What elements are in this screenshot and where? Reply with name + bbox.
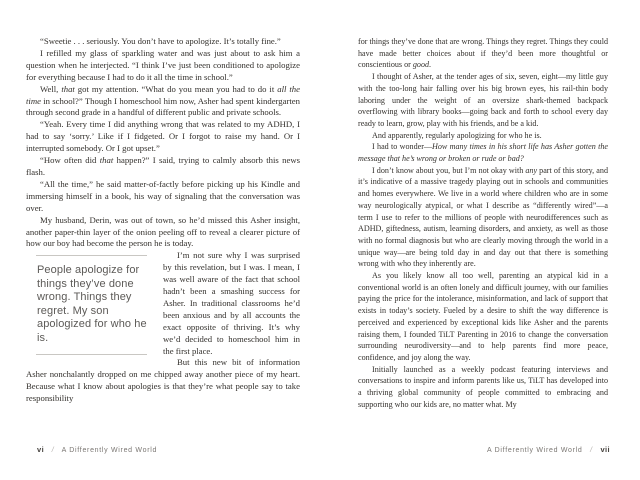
text-run: I thought of Asher, at the tender ages of six, seven, eight—my little guy with the too-long hair falling over his big brown eyes, his rail-thin body laboring under the weight of an oversize shark-themed backpack overflowing with library books—going back and forth to school every day ready to learn, grow, play with his friends, and be a kid.: [358, 72, 608, 128]
page-right-text: [358, 36, 608, 411]
text-run: “Sweetie . . . seriously. You don’t have to apologize. It’s totally fine.”: [40, 36, 281, 46]
paragraph: [358, 270, 608, 364]
text-run: And apparently, regularly apologizing for who he is.: [372, 130, 542, 140]
paragraph: [26, 357, 300, 405]
page-left-footer: [37, 445, 157, 454]
paragraph: [26, 84, 300, 120]
text-run: I had to wonder—: [372, 142, 433, 152]
italic-text: How many times in his short life has Asher gotten the message that he’s wrong or broken or rude or bad?: [358, 142, 608, 164]
paragraph: [358, 364, 608, 411]
italic-text: all the time: [26, 83, 300, 106]
paragraph: [26, 36, 300, 48]
text-run: “How often did: [40, 155, 100, 166]
text-run: Initially launched as a weekly podcast featuring interviews and conversations to inspire and inform parents like us, TiLT has developed into a thriving global community of people committed to embracing and supporting who our kids are, no matter what. My: [358, 364, 608, 409]
italic-text: that: [61, 83, 75, 94]
text-run: My husband, Derin, was out of town, so he’d missed this Asher insight, another paper-thin layer of the onion peeling off to reveal a clearer picture of how our boy had become the person he is today.: [26, 214, 300, 249]
page-right-footer: [487, 445, 610, 454]
text-run: Well,: [40, 83, 62, 94]
paragraph: [26, 155, 300, 179]
page-left-text: [26, 36, 300, 405]
text-run: got my attention. “What do you mean you had to do it: [74, 83, 278, 94]
text-run: But this new bit of information Asher nonchalantly dropped on me chipped away another piece of my heart. Because what I know about apologies is that they’re what people say to take responsibility: [26, 357, 300, 404]
paragraph: [358, 165, 608, 270]
running-head-right: A Differently Wired World: [487, 447, 583, 454]
text-run: in school?” Though I homeschool him now, Asher had spent kindergarten through second grade in a handful of different public and private schools.: [26, 95, 300, 118]
page-right: [358, 36, 608, 411]
paragraph: [26, 48, 300, 84]
footer-separator-left: /: [51, 447, 55, 454]
text-run: “All the time,” he said matter-of-factly before picking up his Kindle and immersing himself in a book, his way of signaling that the conversation was over.: [26, 178, 300, 213]
page-number-right: vii: [600, 445, 610, 454]
text-run: part of this story, and it’s indicative of a massive tragedy playing out in schools and communities and homes everywhere. We live in a world where children who are in some way neurologically atypical, or what I describe as “differently wired”—a term I use to refer to the millions of people with neurodifferences such as ADHD, giftedness, autism, learning disorders, and anxiety, as well as those with no formal diagnosis but who are clearly moving through the world in a unique way—are being told day in and day out that there is something wrong with who they inherently are.: [358, 165, 608, 269]
paragraph: [358, 130, 608, 142]
text-run: I don’t know about you, but I’m not okay with: [372, 165, 526, 175]
text-run: I’m not sure why I was surprised by this revelation, but I was. I mean, I was well aware of the fact that school hadn’t been a smashing success for Asher. In traditional classrooms he’d been anxious and by all accounts the exact opposite of thriving. It’s why we’d decided to homeschool him in the first place.: [163, 250, 300, 356]
italic-text: that: [99, 155, 114, 166]
pull-quote: [36, 255, 147, 355]
text-run: As you likely know all too well, parenting an atypical kid in a conventional world is an often lonely and difficult journey, with our families paying the price for the intolerance, misinformation, and lack of support that exists in today’s society. Fueled by a desire to shift the way difference is perceived and experienced by exceptional kids like Asher and the parents raising them, I founded TiLT Parenting in 2016 to change the conversation surrounding neurodiversity—and to help parents find more peace, confidence, and joy along the way.: [358, 271, 608, 362]
paragraph: [358, 71, 608, 130]
text-run: for things they’ve done that are wrong. Things they regret. Things they could have made better choices about if they’d been more thoughtful or conscientious or: [358, 37, 608, 70]
paragraph: [26, 179, 300, 215]
page-left: [26, 36, 300, 405]
text-run: I refilled my glass of sparkling water and was just about to ask him a question when he interjected. “I think I’ve just been conditioned to apologize for everything because I had to do it all the time in school.”: [26, 47, 300, 82]
paragraph: [26, 215, 300, 251]
text-run: happen?” I said, trying to calmly absorb this news flash.: [26, 155, 300, 177]
italic-text: good: [412, 60, 430, 70]
text-run: .: [429, 60, 432, 70]
footer-separator-right: /: [590, 447, 593, 454]
pull-quote-text: People apologize for things they’ve done wrong. Things they regret. My son apologized for who he is.: [37, 264, 147, 344]
paragraph: [26, 119, 300, 155]
italic-text: any: [525, 165, 538, 175]
paragraph: [358, 36, 608, 71]
running-head-left: A Differently Wired World: [61, 447, 158, 454]
text-run: “Yeah. Every time I did anything wrong that was related to my ADHD, I had to say ‘sorry.’ Like if I fidgeted. Or I forgot to raise my hand. Or I interrupted somebody. Or I got upset.”: [26, 119, 300, 154]
page-number-left: vi: [37, 445, 45, 454]
paragraph: [358, 141, 608, 164]
